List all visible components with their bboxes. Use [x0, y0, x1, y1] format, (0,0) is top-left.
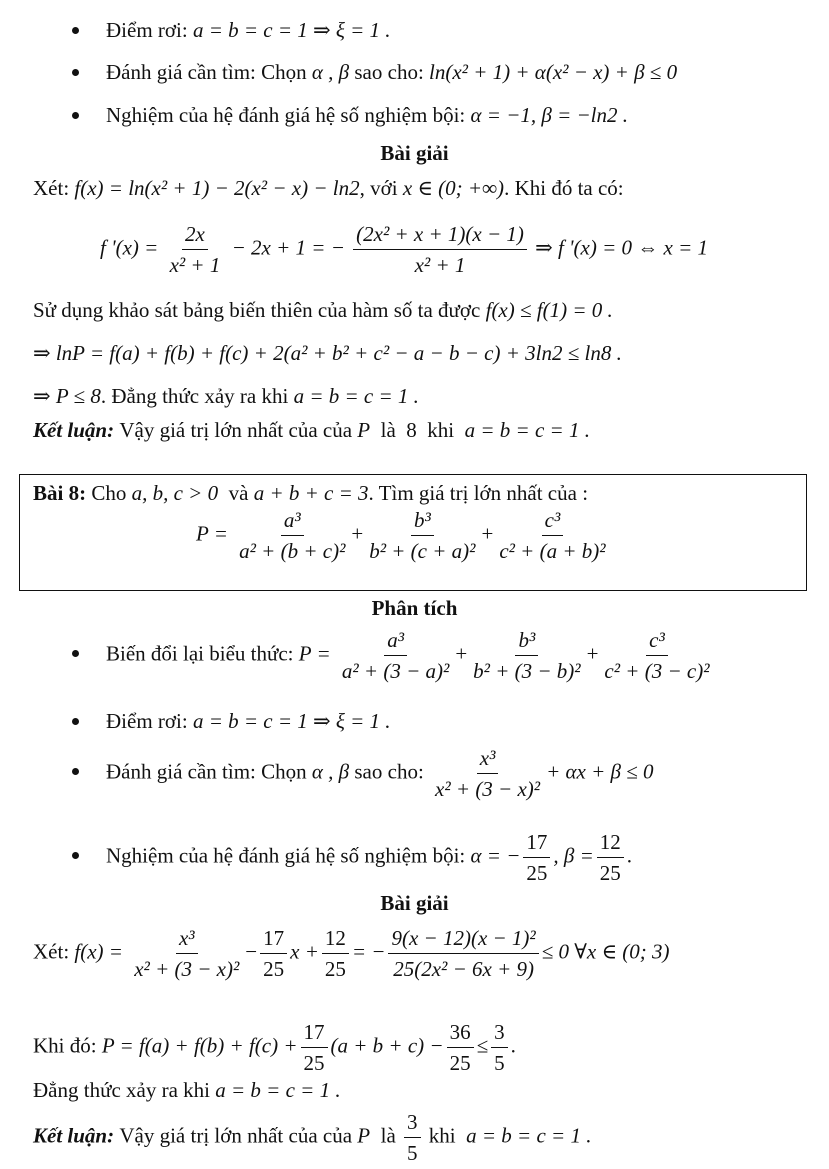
label: Xét: — [33, 939, 70, 964]
analysis-bullet-rewrite — [72, 628, 829, 683]
bullet-label: Nghiệm của hệ đánh giá hệ số nghiệm bội: — [106, 103, 466, 127]
text: . Khi đó ta có: — [504, 176, 624, 200]
numerator: 17 — [260, 926, 287, 954]
math-expression: (a + b + c) − — [330, 1033, 444, 1058]
solution2-consider-line — [33, 926, 829, 981]
numerator: c³ — [542, 508, 564, 536]
bullet-icon — [72, 112, 79, 119]
fraction — [131, 926, 242, 981]
denominator: 25 — [449, 1051, 471, 1076]
math-expression: ≤ 0 ∀x ∈ (0; 3) — [541, 939, 670, 964]
numerator: 12 — [322, 926, 349, 954]
math-expression: a = b = c = 1 . — [464, 418, 590, 442]
math-expression: α = − — [470, 843, 521, 868]
math-expression: f '(x) = — [100, 235, 159, 260]
numerator: b³ — [411, 508, 434, 536]
fraction — [491, 1020, 508, 1075]
solution2-heading: Bài giải — [380, 891, 449, 915]
bullet-icon — [72, 650, 79, 657]
fraction — [388, 926, 538, 981]
bullet-label: Điểm rơi: — [106, 18, 188, 42]
math-expression: ⇒ lnP = f(a) + f(b) + f(c) + 2(a² + b² + c² − a − b − c) + 3ln2 ≤ ln8 . — [33, 341, 622, 365]
fraction — [523, 830, 550, 885]
text: . Đẳng thức xảy ra khi — [100, 384, 289, 408]
p-bound-line — [33, 384, 829, 409]
derivative-line — [100, 222, 829, 277]
fraction — [404, 1110, 421, 1165]
math-expression: − 2x + 1 = − — [231, 235, 345, 260]
plus-sign: + — [586, 641, 599, 666]
fraction — [601, 628, 712, 683]
text: . — [626, 843, 633, 868]
label: Xét: — [33, 176, 70, 200]
text: và — [228, 481, 249, 505]
denominator: 25 — [303, 1051, 325, 1076]
math-expression: a = b = c = 1 . — [293, 384, 419, 408]
survey-line — [33, 298, 829, 323]
fraction — [322, 926, 349, 981]
plus-sign: + — [481, 521, 494, 546]
denominator: b² + (c + a)² — [369, 539, 476, 564]
math-expression: a = b = c = 1 . — [466, 1123, 592, 1148]
text: là — [380, 1123, 396, 1148]
text: Đẳng thức xảy ra khi — [33, 1078, 210, 1102]
numerator: 12 — [597, 830, 624, 858]
bullet-label: Biến đổi lại biểu thức: — [106, 641, 294, 666]
bullet-label: Đánh giá cần tìm: Chọn — [106, 60, 307, 84]
math-expression: ≤ — [476, 1033, 489, 1058]
text: Sử dụng khảo sát bảng biến thiên của hàm số ta được — [33, 298, 481, 322]
fraction — [470, 628, 583, 683]
numerator: (2x² + x + 1)(x − 1) — [353, 222, 527, 250]
numerator: 17 — [523, 830, 550, 858]
fraction — [301, 1020, 328, 1075]
math-expression: P = — [298, 641, 331, 666]
problem-statement — [33, 481, 829, 506]
text: Vậy giá trị lớn nhất của của — [119, 1123, 353, 1148]
bullet-text: sao cho: — [354, 60, 424, 84]
analysis-heading: Phân tích — [371, 596, 458, 620]
conclusion-line — [33, 418, 829, 443]
consider-function-line — [33, 176, 829, 201]
bullet-icon — [72, 27, 79, 34]
prev-bullet-estimate — [72, 60, 829, 85]
fraction — [236, 508, 348, 563]
numerator: c³ — [646, 628, 668, 656]
value: 8 — [406, 418, 417, 442]
lnp-line — [33, 341, 829, 366]
text: khi — [427, 418, 455, 442]
numerator: 3 — [491, 1020, 508, 1048]
denominator: 25 — [599, 861, 621, 886]
fraction — [597, 830, 624, 885]
denominator: 25(2x² − 6x + 9) — [393, 957, 534, 982]
math-expression: P — [357, 1123, 371, 1148]
prev-bullet-landing-point — [72, 18, 829, 43]
bullet-label: Đánh giá cần tìm: Chọn — [106, 759, 307, 784]
numerator: x³ — [176, 926, 198, 954]
math-expression: a = b = c = 1 ⇒ ξ = 1 . — [192, 709, 391, 733]
math-expression: α = −1, β = −ln2 . — [470, 103, 628, 127]
analysis-bullet-estimate — [72, 746, 829, 801]
denominator: b² + (3 − b)² — [473, 659, 581, 684]
math-expression: α , β — [311, 759, 350, 784]
solution-heading: Bài giải — [380, 141, 449, 165]
math-expression: x + — [290, 939, 319, 964]
numerator: b³ — [515, 628, 538, 656]
bullet-label: Điểm rơi: — [106, 709, 188, 733]
math-expression: f(x) ≤ f(1) = 0 . — [485, 298, 613, 322]
math-expression: ln(x² + 1) + α(x² − x) + β ≤ 0 — [429, 60, 678, 84]
fraction — [167, 222, 224, 277]
denominator: 25 — [526, 861, 548, 886]
plus-sign: + — [455, 641, 468, 666]
analysis-bullet-roots — [72, 830, 829, 885]
denominator: c² + (a + b)² — [499, 539, 606, 564]
problem-formula — [196, 508, 829, 563]
numerator: 17 — [301, 1020, 328, 1048]
denominator: 25 — [324, 957, 346, 982]
bullet-icon — [72, 718, 79, 725]
fraction — [353, 222, 527, 277]
text: . — [510, 1033, 516, 1058]
numerator: 36 — [447, 1020, 474, 1048]
math-expression: P = f(a) + f(b) + f(c) + — [101, 1033, 298, 1058]
bullet-text: sao cho: — [354, 759, 424, 784]
denominator: c² + (3 − c)² — [604, 659, 710, 684]
math-expression: = − — [351, 939, 386, 964]
text: khi — [428, 1123, 456, 1148]
text: là — [380, 418, 396, 442]
analysis-bullet-landing-point — [72, 709, 829, 734]
denominator: x² + 1 — [169, 253, 221, 278]
numerator: a³ — [384, 628, 407, 656]
fraction — [432, 746, 543, 801]
math-expression: x ∈ (0; +∞) — [402, 176, 505, 200]
solution2-equality-line — [33, 1078, 829, 1103]
prev-bullet-roots — [72, 103, 829, 128]
denominator: 25 — [263, 957, 285, 982]
math-expression: a, b, c > 0 — [131, 481, 219, 505]
solution2-then-line — [33, 1020, 829, 1075]
text: Vậy giá trị lớn nhất của của — [119, 418, 353, 442]
denominator: a² + (b + c)² — [239, 539, 346, 564]
denominator: 5 — [407, 1141, 418, 1166]
denominator: x² + 1 — [414, 253, 466, 278]
math-expression: P — [357, 418, 371, 442]
minus-sign: − — [245, 939, 258, 964]
text: , với — [359, 176, 398, 200]
math-expression: a = b = c = 1 . — [215, 1078, 341, 1102]
denominator: x² + (3 − x)² — [134, 957, 240, 982]
fraction — [260, 926, 287, 981]
text: . Tìm giá trị lớn nhất của : — [368, 481, 589, 505]
math-expression: ⇒ P ≤ 8 — [33, 384, 101, 408]
numerator: 2x — [182, 222, 208, 250]
bullet-icon — [72, 852, 79, 859]
problem-title: Bài 8: — [33, 481, 87, 505]
denominator: x² + (3 − x)² — [435, 777, 541, 802]
bullet-icon — [72, 69, 79, 76]
numerator: 3 — [404, 1110, 421, 1138]
fraction — [496, 508, 608, 563]
numerator: x³ — [477, 746, 499, 774]
plus-sign: + — [351, 521, 364, 546]
math-expression: a = b = c = 1 ⇒ ξ = 1 . — [192, 18, 391, 42]
math-expression: f(x) = ln(x² + 1) − 2(x² − x) − ln2 — [74, 176, 360, 200]
label: Khi đó: — [33, 1033, 97, 1058]
math-expression: P = — [196, 521, 228, 546]
bullet-icon — [72, 768, 79, 775]
math-expression: α , β — [311, 60, 350, 84]
fraction — [339, 628, 452, 683]
math-expression: a + b + c = 3 — [253, 481, 369, 505]
fraction — [366, 508, 478, 563]
conclusion-label: Kết luận: — [33, 1123, 115, 1148]
solution2-conclusion-line — [33, 1110, 829, 1165]
numerator: 9(x − 12)(x − 1)² — [388, 926, 538, 954]
math-expression: f(x) = — [74, 939, 123, 964]
text: Cho — [91, 481, 127, 505]
math-expression: , β = — [553, 843, 594, 868]
fraction — [447, 1020, 474, 1075]
denominator: 5 — [494, 1051, 505, 1076]
math-expression: + αx + β ≤ 0 — [546, 759, 654, 784]
denominator: a² + (3 − a)² — [341, 659, 450, 684]
numerator: a³ — [281, 508, 304, 536]
conclusion-label: Kết luận: — [33, 418, 115, 442]
math-expression: ⇒ f '(x) = 0 ⇔ x = 1 — [535, 235, 709, 260]
bullet-label: Nghiệm của hệ đánh giá hệ số nghiệm bội: — [106, 843, 466, 868]
